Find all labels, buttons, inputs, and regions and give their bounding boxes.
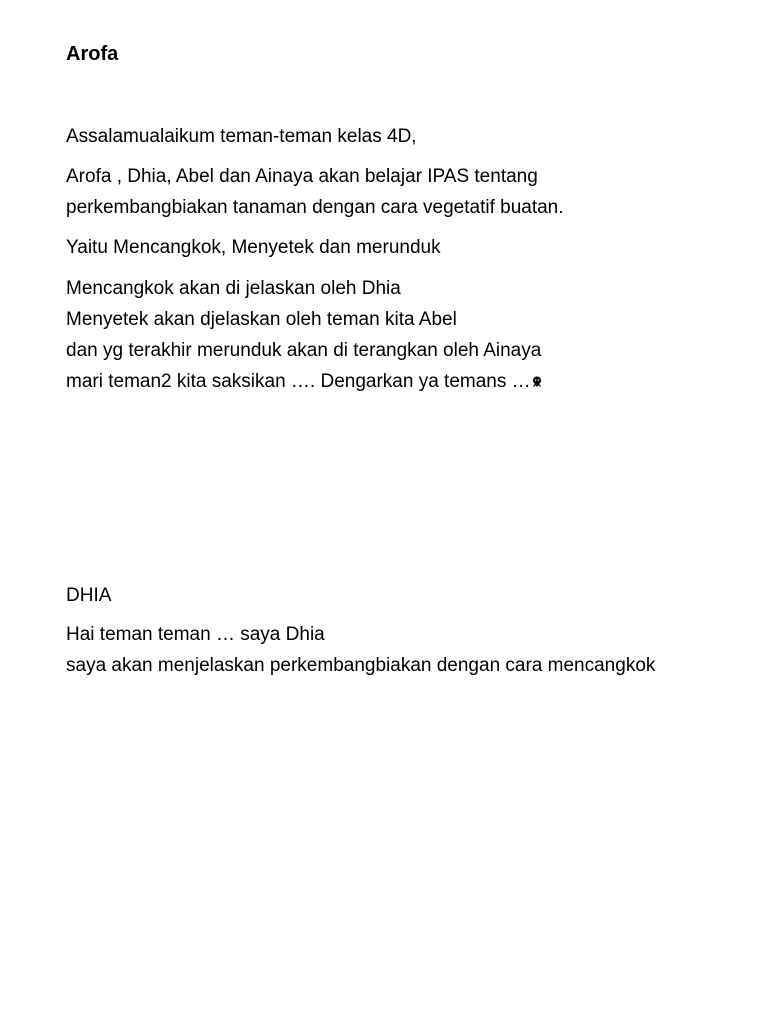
section-dhia-title: DHIA xyxy=(66,585,112,606)
dhia-intro-line-1: Hai teman teman … saya Dhia xyxy=(66,624,325,645)
dhia-intro-line-2: saya akan menjelaskan perkembangbiakan dengan cara mencangkok xyxy=(66,655,656,676)
methods-paragraph xyxy=(66,232,441,263)
section-dhia-title-paragraph xyxy=(66,580,111,611)
assignment-line-3: dan yg terakhir merunduk akan di terangkan oleh Ainaya xyxy=(66,340,542,361)
assignments-paragraph xyxy=(66,273,542,397)
assignment-line-4: mari teman2 kita saksikan …. Dengarkan ya temans … xyxy=(66,371,531,392)
speaker-heading-arofa: Arofa xyxy=(66,43,119,65)
greeting-paragraph xyxy=(66,121,417,152)
intro-line-1: Arofa , Dhia, Abel dan Ainaya akan belajar IPAS tentang xyxy=(66,166,538,187)
smile-icon xyxy=(532,376,542,388)
greeting-line: Assalamualaikum teman-teman kelas 4D, xyxy=(66,126,417,147)
intro-line-2: perkembangbiakan tanaman dengan cara vegetatif buatan. xyxy=(66,197,564,218)
assignment-line-4-wrap xyxy=(66,366,542,397)
assignment-line-2: Menyetek akan djelaskan oleh teman kita Abel xyxy=(66,309,457,330)
intro-paragraph xyxy=(66,161,564,223)
methods-line: Yaitu Mencangkok, Menyetek dan merunduk xyxy=(66,237,441,258)
dhia-intro-paragraph xyxy=(66,619,655,681)
assignment-line-1: Mencangkok akan di jelaskan oleh Dhia xyxy=(66,278,401,299)
